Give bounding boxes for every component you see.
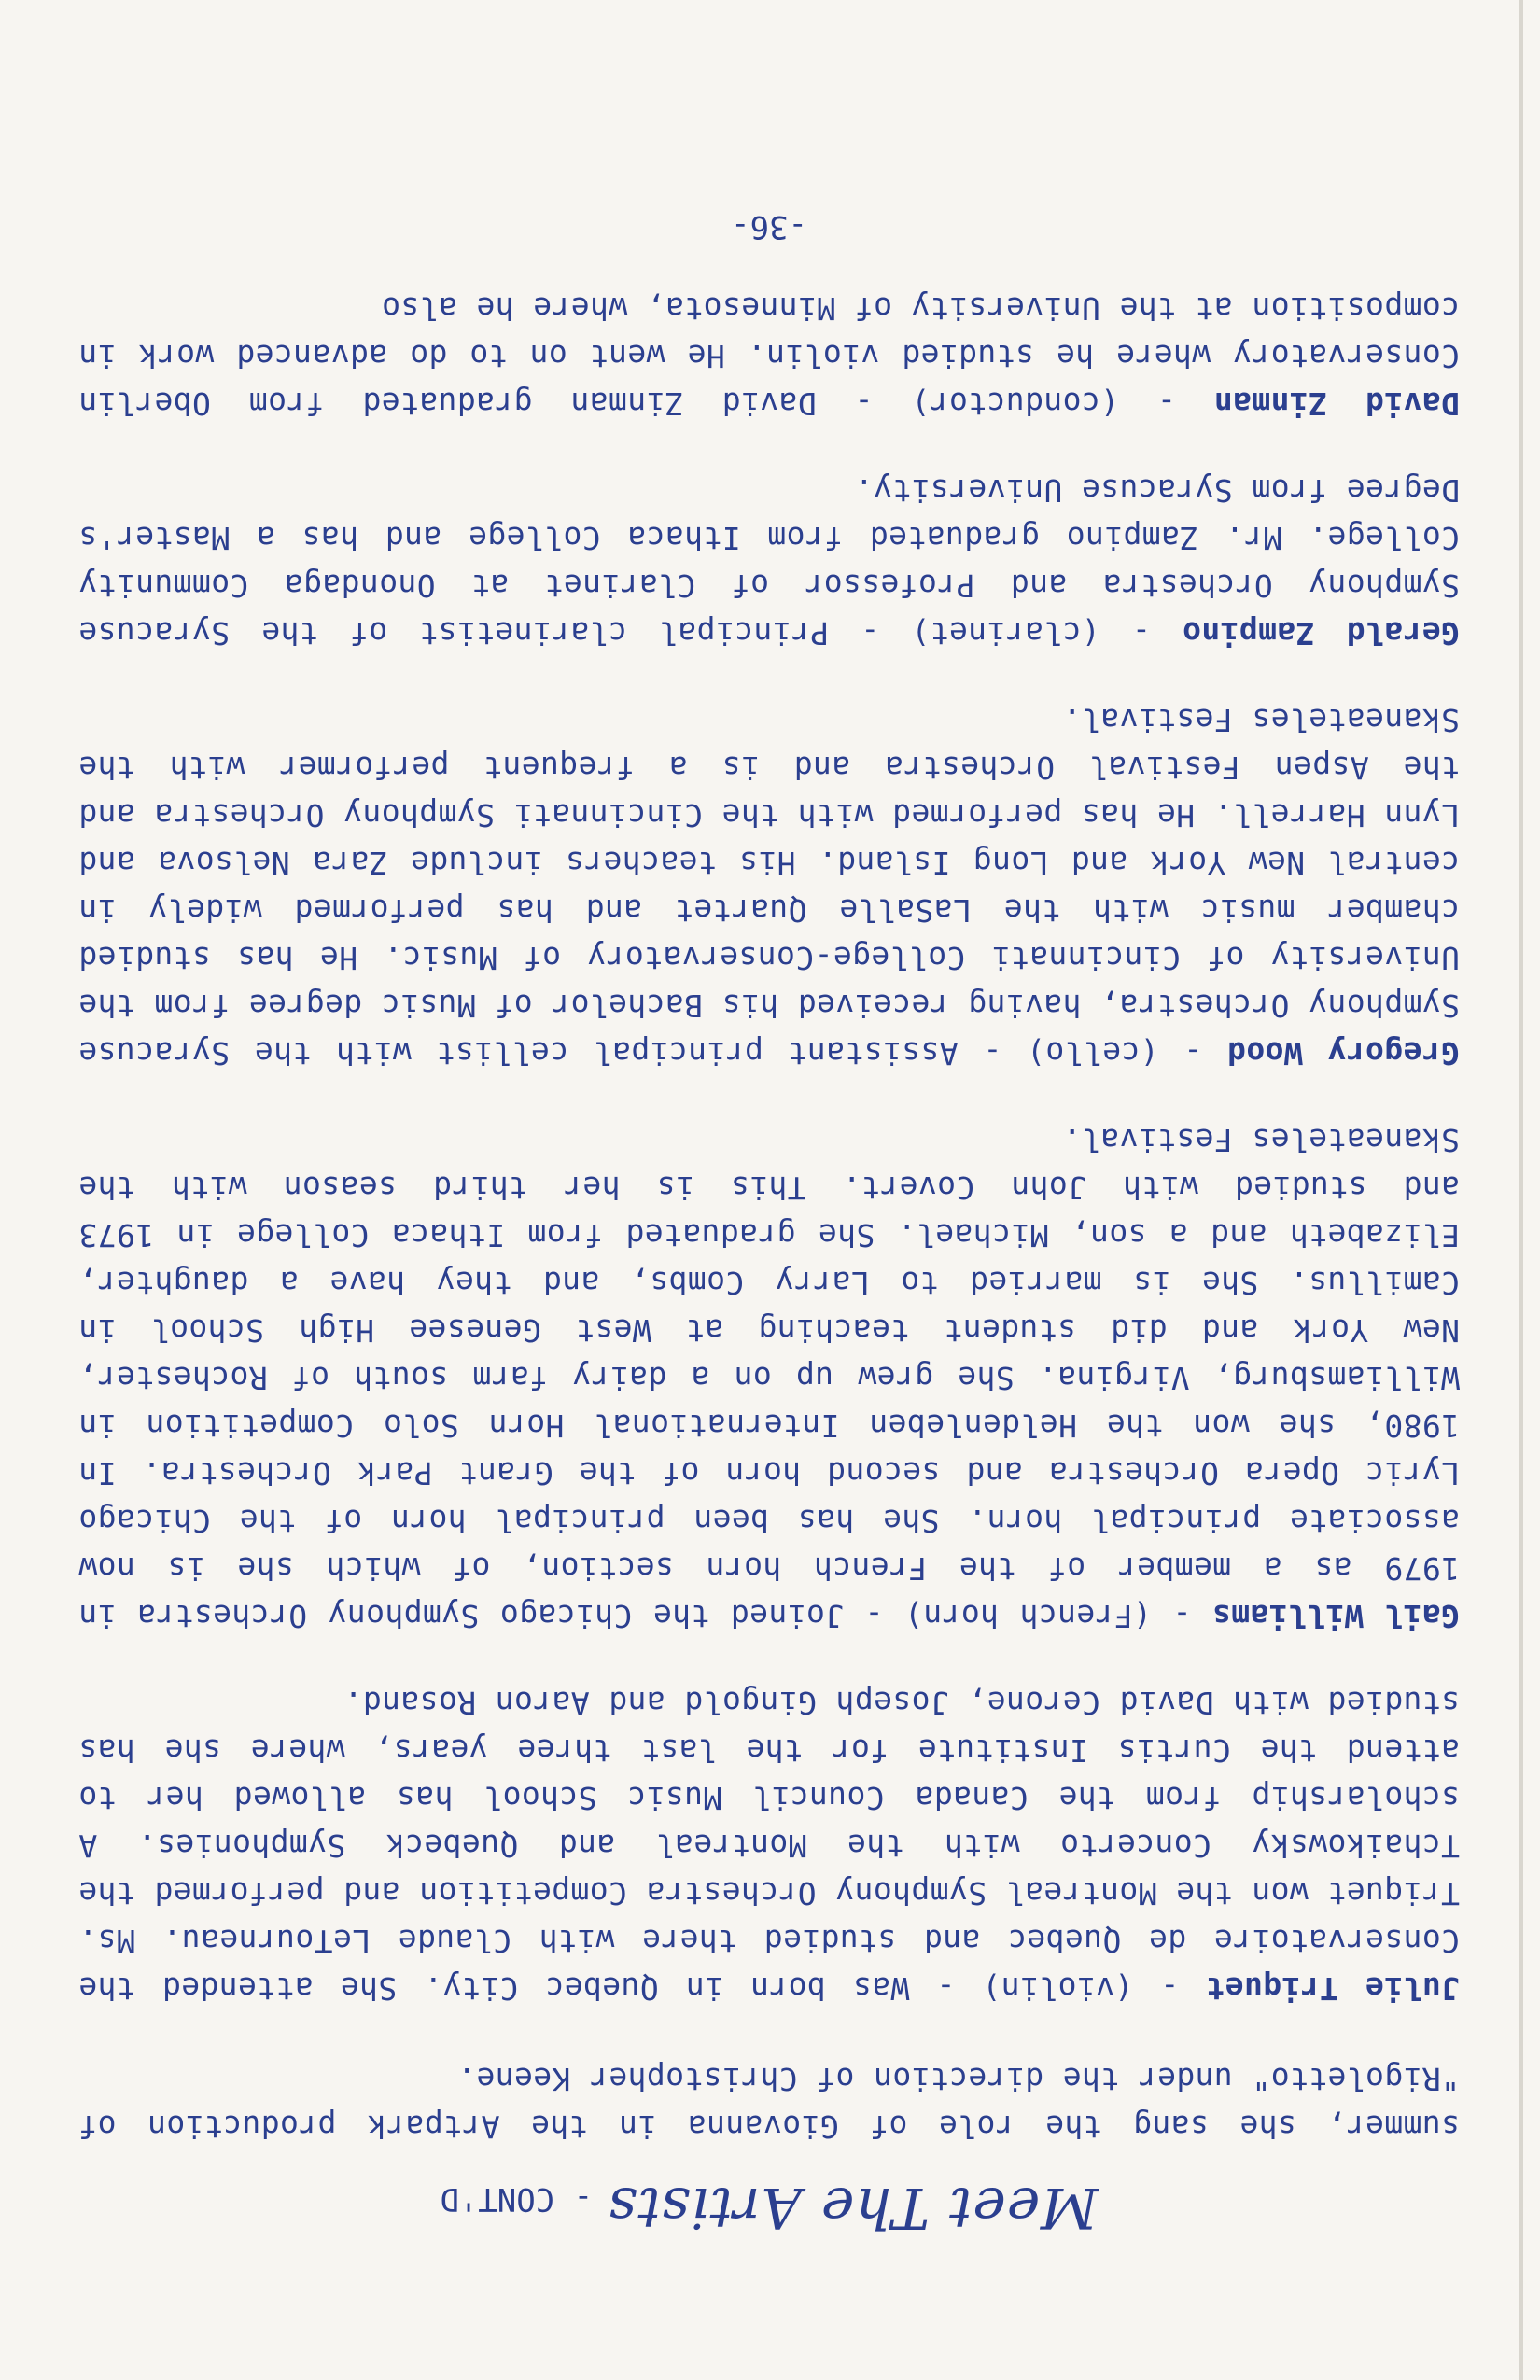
artist-bio-text: - (clarinet) - Principal clarinetist of the Syracuse Symphony Orchestra and Professor of Clarinet at Onondaga Community College. Mr. Zampino graduated from Ithaca College and has a Master's Degree from Syracuse University. [78,472,1460,651]
artist-bio-text: - (cello) - Assistant principal cellist with the Syracuse Symphony Orchestra, having received his Bachelor of Music degree from the University of Cincinnati College-Conservatory of Music. He has studied chamber music with the LaSalle Quartet and has performed widely in central New York and Long Island. His teachers include Zara Nelsova and Lynn Harrell. He has performed with the Cincinnati Symphony Orchestra and the Aspen Festival Orchestra and is a frequent performer with the Skaneateles Festival. [78,702,1460,1071]
artist-bio [78,696,1460,1077]
binding-edge [1519,0,1523,2380]
artist-bio [78,467,1460,657]
artist-name: Julie Triquet [1206,1970,1460,2007]
header-suffix: - CONT'D [440,2180,594,2218]
artist-name: Gail Williams [1211,1598,1460,1634]
artist-name: David Zinman [1213,385,1460,422]
artist-bio-text: - (violin) - Was born in Quebec City. She attended the Conservatoire de Quebec and studied there with Claude LeTourneau. Ms. Triquet won the Montreal Symphony Orchestra Competition and performed the Tchaikowsky Concerto with the Montreal and Quebeck Symphonies. A scholarship from the Canada Council Music School has allowed her to attend the Curtis Institute for the last three years, where she has studied with David Cerone, Joseph Gingold and Aaron Rosand. [78,1685,1460,2007]
artist-name: Gregory Wood [1226,1035,1460,1071]
artist-bio-text: - (French horn) - Joined the Chicago Symphony Orchestra in 1979 as a member of the French horn section, of which she is now associate principal horn. She has been principal horn of the Chicago Lyric Opera Orchestra and second horn of the Grant Park Orchestra. In 1980, she won the Heldenleben International Horn Solo Competition in Williamsburg, Virgina. She grew up on a dairy farm south of Rochester, New York and did student teaching at West Genesee High School in Camillus. She is married to Larry Combs, and they have a daughter, Elizabeth and a son, Michael. She graduated from Ithaca College in 1973 and studied with John Covert. This is her third season with the Skaneateles Festival. [77,1122,1460,1634]
artist-bio [78,1116,1460,1640]
page-content [78,208,1460,2240]
artist-bio-text: - (conductor) - David Zinman graduated from Oberlin Conservatory where he studied violin. He went on to do advanced work in composition at the University of Minnesota, where he also [78,290,1460,422]
intro-continuation: summer, she sang the role of Giovanna in the Artpark production of "Rigoletto" under the direction of Christopher Keene. [78,2061,1460,2145]
artist-bio [78,1679,1460,2012]
artist-name: Gerald Zampino [1182,615,1460,651]
header-title: Meet The Artists [607,2175,1099,2240]
page-number: -36- [731,208,807,245]
artist-bio [78,285,1460,427]
page-header [78,2175,1460,2240]
